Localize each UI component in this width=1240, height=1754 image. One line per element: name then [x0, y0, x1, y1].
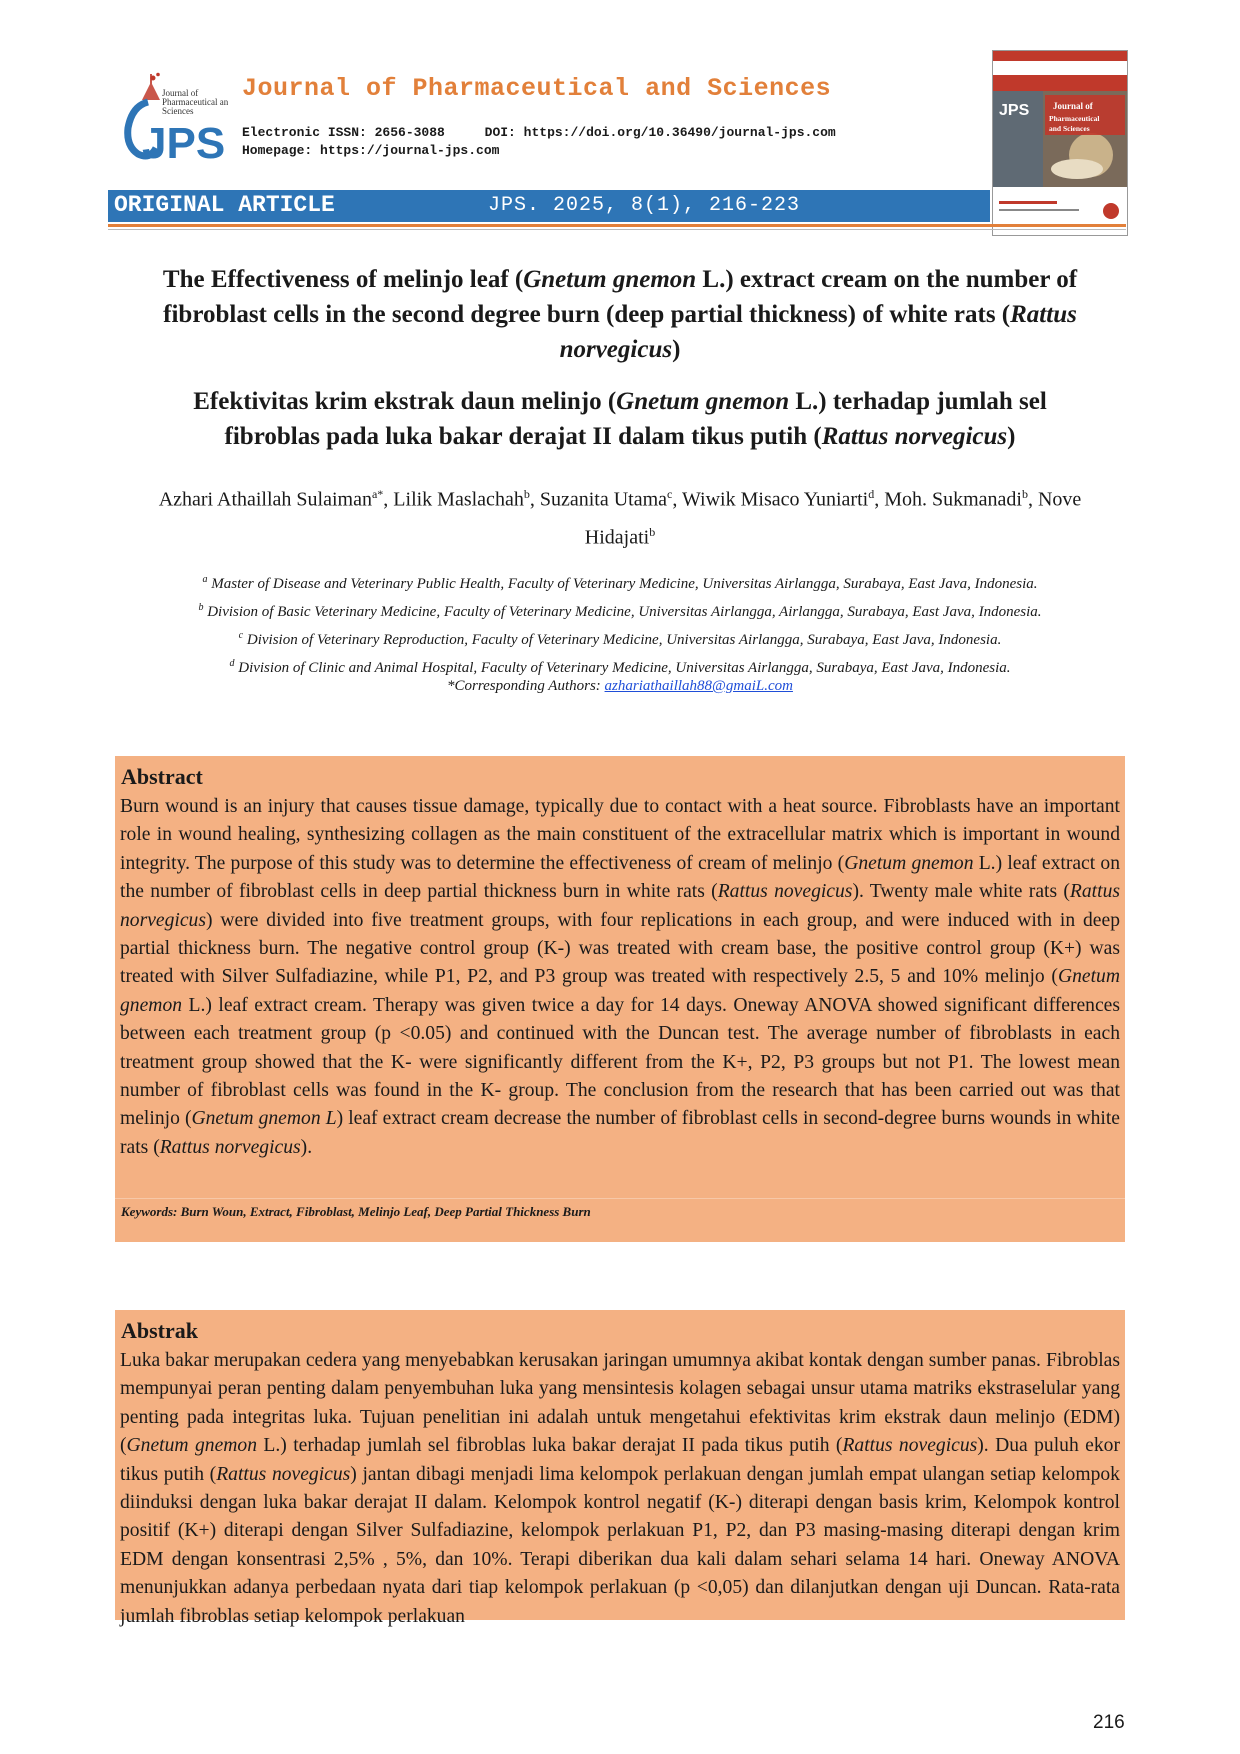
svg-text:and Sciences: and Sciences [1049, 124, 1090, 133]
keywords-divider [115, 1198, 1125, 1199]
affiliations [120, 568, 1120, 680]
header-rule [108, 224, 1126, 227]
abstract-heading: Abstract [121, 764, 203, 789]
affiliation-item: $^a$ Master of Disease and Veterinary Public Health, Faculty of Veterinary Medicine, Universitas Airlangga, Surabaya, East Java, Indonesia. [202, 574, 1038, 592]
logo-letters: JPS [142, 119, 226, 168]
abstrak-box [115, 1310, 1125, 1627]
logo-flask-icon [142, 73, 160, 100]
corresponding-email-link[interactable]: azhariathaillah88@gmaiL.com [604, 678, 793, 694]
journal-cover-image [992, 50, 1128, 236]
article-type-banner [108, 190, 990, 222]
title-english: The Effectiveness of melinjo leaf (Gnetum gnemon L.) extract cream on the number of fibroblast cells in the second degree burn (deep partial thickness) of white rats (Rattus norvegicus) [162, 266, 1078, 363]
svg-text:Pharmaceutical: Pharmaceutical [1049, 114, 1100, 123]
svg-text:Journal of: Journal of [1053, 101, 1093, 111]
journal-logo [120, 72, 228, 168]
abstract-text: Burn wound is an injury that causes tissue damage, typically due to contact with a heat source. Fibroblasts have an important role in wound healing, synthesizing collagen as the main constituent of the extracellular matrix which is important in wound integrity. The purpose of this study was to determine the effectiveness of cream of melinjo (Gnetum gnemon L.) leaf extract on the number of fibroblast cells in deep partial thickness burn in white rats (Rattus novegicus). Twenty male white rats (Rattus norvegicus) were divided into five treatment groups, with four replications in each group, and were induced with in deep partial thickness burn. The negative control group (K-) was treated with cream base, the positive control group (K+) was treated with Silver Sulfadiazine, while P1, P2, and P3 group was treated with respectively 2.5, 5 and 10% melinjo (Gnetum gnemon L.) leaf extract cream. Therapy was given twice a day for 14 days. Oneway ANOVA showed significant differences between each treatment group (p <0.05) and continued with the Duncan test. The average number of fibroblasts in each treatment group showed that the K- were significantly different from the K+, P2, P3 groups but not P1. The lowest mean number of fibroblast cells was found in the K- group. The conclusion from the research that has been carried out was that melinjo (Gnetum gnemon L) leaf extract cream decrease the number of fibroblast cells in second-degree burns wounds in white rats (Rattus norvegicus). [120, 796, 1120, 1158]
issn: Electronic ISSN: 2656-3088 [242, 125, 445, 140]
abstract-box [115, 756, 1125, 1242]
author-list: Azhari Athaillah Sulaiman$^{a*}$, Lilik Maslachah$^b$, Suzanita Utama$^c$, Wiwik Misaco Yuniarti$^d$, Moh. Sukmanadi$^b$, Nove Hidajati$^b$ [158, 487, 1082, 549]
homepage-link[interactable]: Homepage: https://journal-jps.com [242, 143, 500, 158]
svg-text:JPS: JPS [999, 102, 1030, 119]
abstrak-heading: Abstrak [121, 1318, 199, 1343]
journal-title: Journal of Pharmaceutical and Sciences [242, 74, 832, 103]
article-type: ORIGINAL ARTICLE [114, 192, 335, 218]
affiliation-item: $^b$ Division of Basic Veterinary Medicine, Faculty of Veterinary Medicine, Universitas Airlangga, Airlangga, Surabaya, East Java, Indonesia. [198, 602, 1042, 620]
page-number: 216 [1093, 1712, 1125, 1733]
title-indonesian: Efektivitas krim ekstrak daun melinjo (Gnetum gnemon L.) terhadap jumlah sel fibroblas pada luka bakar derajat II dalam tikus putih (Rattus norvegicus) [193, 388, 1047, 450]
affiliation-item: $^d$ Division of Clinic and Animal Hospital, Faculty of Veterinary Medicine, Universitas Airlangga, Surabaya, East Java, Indonesia. [229, 658, 1011, 676]
abstrak-text: Luka bakar merupakan cedera yang menyebabkan kerusakan jaringan umumnya akibat kontak dengan sumber panas. Fibroblas mempunyai peran penting dalam penyembuhan luka yang mensintesis kolagen sebagai unsur utama matriks ekstraselular yang penting pada integritas luka. Tujuan penelitian ini adalah untuk mengetahui efektivitas krim ekstrak daun melinjo (EDM) (Gnetum gnemon L.) terhadap jumlah sel fibroblas luka bakar derajat II pada tikus putih (Rattus novegicus). Dua puluh ekor tikus putih (Rattus novegicus) jantan dibagi menjadi lima kelompok perlakuan dengan jumlah empat ulangan setiap kelompok diinduksi dengan luka bakar derajat II dalam. Kelompok kontrol negatif (K-) diterapi dengan basis krim, Kelompok kontrol positif (K+) diterapi dengan Silver Sulfadiazine, kelompok perlakuan P1, P2, dan P3 masing-masing diterapi dengan krim EDM dengan konsentrasi 2,5% , 5%, dan 10%. Terapi diberikan dua kali dalam sehari selama 14 hari. Oneway ANOVA menunjukkan adanya perbedaan nyata dari tiap kelompok perlakuan (p <0,05) dan dilanjutkan dengan uji Duncan. Rata-rata jumlah fibroblas setiap kelompok perlakuan [120, 1350, 1120, 1627]
citation: JPS. 2025, 8(1), 216-223 [488, 194, 801, 217]
corresponding-author: *Corresponding Authors: azhariathaillah88@gmaiL.com [447, 678, 793, 694]
issn-doi-line [242, 125, 836, 140]
svg-text:Journal of Pharmaceutica: Journal of Pharmaceutical and Sciences [162, 88, 228, 116]
header-rule-thin [108, 229, 1126, 230]
keywords: Keywords: Burn Woun, Extract, Fibroblast, Melinjo Leaf, Deep Partial Thickness Burn [121, 1204, 591, 1219]
doi-link[interactable]: DOI: https://doi.org/10.36490/journal-jps.com [484, 125, 836, 140]
affiliation-item: $^c$ Division of Veterinary Reproduction, Faculty of Veterinary Medicine, Universitas Airlangga, Surabaya, East Java, Indonesia. [238, 630, 1002, 648]
